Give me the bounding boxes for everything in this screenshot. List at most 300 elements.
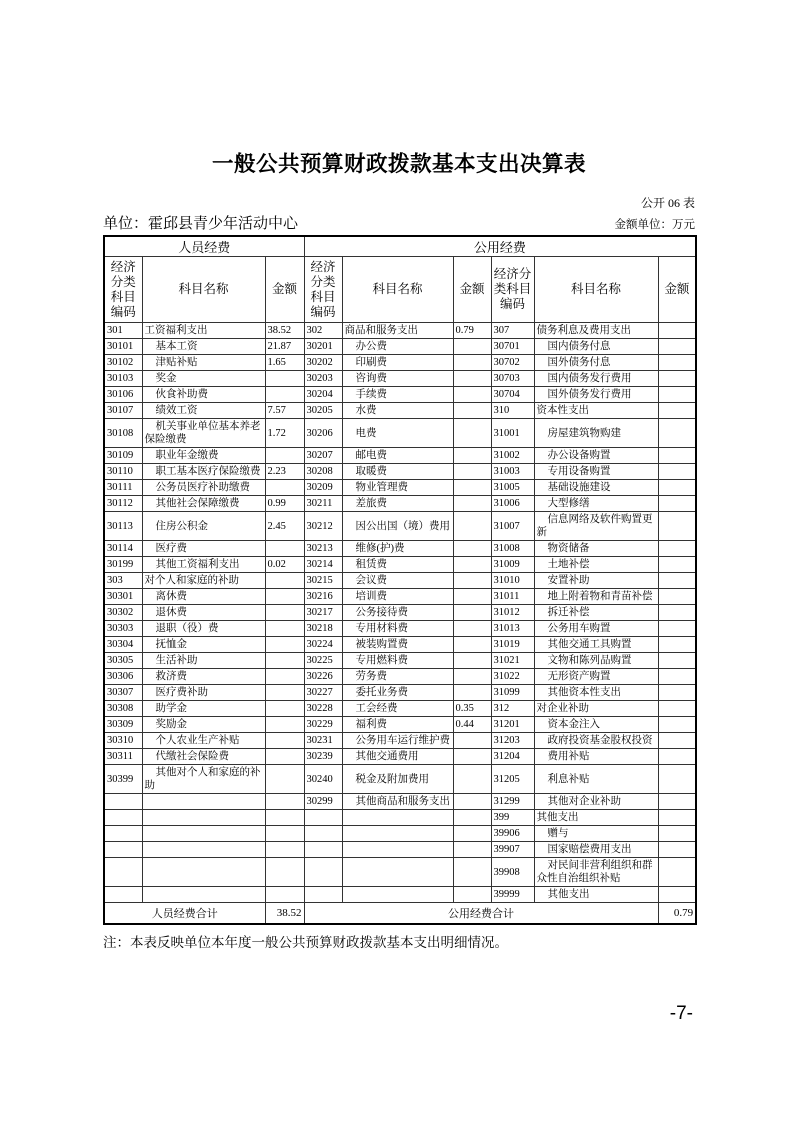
code-cell: [104, 887, 142, 903]
amount-cell: [265, 685, 304, 701]
code-cell: 30218: [304, 621, 342, 637]
code-cell: 30207: [304, 448, 342, 464]
name-cell: 专用设备购置: [534, 464, 658, 480]
name-cell: 信息网络及软件购置更新: [534, 512, 658, 541]
amount-cell: [265, 637, 304, 653]
name-cell: 职工基本医疗保险缴费: [142, 464, 265, 480]
name-cell: 其他商品和服务支出: [342, 794, 453, 810]
code-cell: 30239: [304, 749, 342, 765]
amount-cell: 0.79: [453, 323, 491, 339]
code-cell: 31011: [491, 589, 534, 605]
code-cell: 31022: [491, 669, 534, 685]
table-row: [104, 669, 696, 685]
amount-cell: [453, 355, 491, 371]
code-cell: 30203: [304, 371, 342, 387]
code-cell: 31099: [491, 685, 534, 701]
name-cell: [342, 810, 453, 826]
name-cell: 津贴补贴: [142, 355, 265, 371]
amount-cell: [658, 653, 696, 669]
personnel-total-label: 人员经费合计: [104, 903, 265, 924]
table-row: [104, 419, 696, 448]
table-row: [104, 701, 696, 717]
code-cell: 30205: [304, 403, 342, 419]
name-cell: 奖励金: [142, 717, 265, 733]
name-cell: 被装购置费: [342, 637, 453, 653]
amount-cell: [453, 685, 491, 701]
code-cell: 30228: [304, 701, 342, 717]
name-cell: [142, 858, 265, 887]
amount-cell: [658, 717, 696, 733]
code-cell: 30101: [104, 339, 142, 355]
amount-cell: 0.02: [265, 557, 304, 573]
amount-cell: [453, 842, 491, 858]
code-cell: 30211: [304, 496, 342, 512]
name-cell: 安置补助: [534, 573, 658, 589]
amount-cell: [658, 480, 696, 496]
amount-cell: 1.65: [265, 355, 304, 371]
personnel-total-amount: 38.52: [265, 903, 304, 924]
table-row: [104, 573, 696, 589]
name-cell: 职业年金缴费: [142, 448, 265, 464]
name-cell: 手续费: [342, 387, 453, 403]
amount-cell: 2.23: [265, 464, 304, 480]
code-cell: 30114: [104, 541, 142, 557]
name-cell: 印刷费: [342, 355, 453, 371]
amount-cell: 0.35: [453, 701, 491, 717]
code-cell: 303: [104, 573, 142, 589]
table-row: [104, 323, 696, 339]
code-cell: 31012: [491, 605, 534, 621]
amount-cell: [265, 717, 304, 733]
amount-cell: [658, 733, 696, 749]
group-header-public: 公用经费: [304, 236, 696, 257]
table-row: [104, 717, 696, 733]
name-cell: 商品和服务支出: [342, 323, 453, 339]
code-cell: 31008: [491, 541, 534, 557]
code-cell: 30215: [304, 573, 342, 589]
amount-cell: [658, 605, 696, 621]
amount-cell: [658, 701, 696, 717]
amount-cell: [658, 794, 696, 810]
amount-cell: [265, 733, 304, 749]
amount-cell: [453, 794, 491, 810]
code-cell: 30113: [104, 512, 142, 541]
code-cell: 30109: [104, 448, 142, 464]
code-cell: 31006: [491, 496, 534, 512]
name-cell: 离休费: [142, 589, 265, 605]
amount-cell: [658, 842, 696, 858]
table-row: [104, 557, 696, 573]
name-cell: 国外债务付息: [534, 355, 658, 371]
name-cell: 邮电费: [342, 448, 453, 464]
name-cell: [142, 826, 265, 842]
code-cell: 39999: [491, 887, 534, 903]
amount-cell: [453, 339, 491, 355]
code-cell: 30307: [104, 685, 142, 701]
page-number: -7-: [669, 1002, 693, 1024]
amount-cell: [453, 669, 491, 685]
name-cell: 公务用车购置: [534, 621, 658, 637]
code-cell: 30311: [104, 749, 142, 765]
code-cell: 30701: [491, 339, 534, 355]
name-cell: 电费: [342, 419, 453, 448]
name-cell: 医疗费补助: [142, 685, 265, 701]
code-cell: 30112: [104, 496, 142, 512]
code-cell: [304, 842, 342, 858]
code-cell: 39908: [491, 858, 534, 887]
name-cell: 其他支出: [534, 887, 658, 903]
amount-cell: [453, 810, 491, 826]
amount-cell: [658, 573, 696, 589]
code-cell: [304, 858, 342, 887]
code-cell: 31203: [491, 733, 534, 749]
code-cell: 30204: [304, 387, 342, 403]
code-cell: 30212: [304, 512, 342, 541]
amount-cell: [453, 621, 491, 637]
amount-cell: [658, 749, 696, 765]
table-row: [104, 464, 696, 480]
code-cell: 30103: [104, 371, 142, 387]
name-cell: 物资储备: [534, 541, 658, 557]
col-header-amount-3: 金额: [658, 257, 696, 323]
amount-cell: [658, 887, 696, 903]
code-cell: 31001: [491, 419, 534, 448]
amount-cell: [453, 733, 491, 749]
code-cell: 30208: [304, 464, 342, 480]
col-header-code-1: 经济分类科目编码: [104, 257, 142, 323]
code-cell: 31299: [491, 794, 534, 810]
code-cell: [104, 810, 142, 826]
amount-cell: [265, 653, 304, 669]
table-row: [104, 842, 696, 858]
name-cell: 大型修缮: [534, 496, 658, 512]
amount-cell: [265, 448, 304, 464]
amount-cell: [265, 589, 304, 605]
code-cell: 30102: [104, 355, 142, 371]
code-cell: 30399: [104, 765, 142, 794]
table-row: [104, 858, 696, 887]
name-cell: 水费: [342, 403, 453, 419]
code-cell: 30299: [304, 794, 342, 810]
code-cell: [304, 887, 342, 903]
name-cell: 对个人和家庭的补助: [142, 573, 265, 589]
name-cell: 个人农业生产补贴: [142, 733, 265, 749]
name-cell: 资本性支出: [534, 403, 658, 419]
amount-cell: [658, 464, 696, 480]
table-row: [104, 826, 696, 842]
name-cell: 国内债务发行费用: [534, 371, 658, 387]
col-header-name-2: 科目名称: [342, 257, 453, 323]
table-row: [104, 685, 696, 701]
code-cell: 30305: [104, 653, 142, 669]
name-cell: 其他交通工具购置: [534, 637, 658, 653]
amount-cell: [453, 605, 491, 621]
code-cell: 39906: [491, 826, 534, 842]
name-cell: 基本工资: [142, 339, 265, 355]
name-cell: 物业管理费: [342, 480, 453, 496]
amount-cell: [658, 448, 696, 464]
amount-cell: [453, 464, 491, 480]
amount-cell: [265, 541, 304, 557]
name-cell: 差旅费: [342, 496, 453, 512]
name-cell: 委托业务费: [342, 685, 453, 701]
name-cell: 利息补贴: [534, 765, 658, 794]
name-cell: [142, 842, 265, 858]
amount-cell: [453, 765, 491, 794]
amount-cell: [265, 387, 304, 403]
amount-cell: [265, 810, 304, 826]
name-cell: 对企业补助: [534, 701, 658, 717]
code-cell: 30224: [304, 637, 342, 653]
amount-cell: [265, 794, 304, 810]
code-cell: 31204: [491, 749, 534, 765]
name-cell: 专用材料费: [342, 621, 453, 637]
amount-cell: [658, 589, 696, 605]
name-cell: 取暖费: [342, 464, 453, 480]
amount-cell: [453, 887, 491, 903]
amount-cell: [658, 669, 696, 685]
amount-cell: [265, 765, 304, 794]
col-header-code-3: 经济分类科目编码: [491, 257, 534, 323]
unit-row: [103, 212, 695, 233]
page-title: 一般公共预算财政拨款基本支出决算表: [211, 152, 586, 176]
amount-cell: [658, 387, 696, 403]
name-cell: 退职（役）费: [142, 621, 265, 637]
name-cell: 培训费: [342, 589, 453, 605]
amount-cell: 1.72: [265, 419, 304, 448]
code-cell: [104, 842, 142, 858]
code-cell: 30213: [304, 541, 342, 557]
name-cell: 租赁费: [342, 557, 453, 573]
name-cell: 劳务费: [342, 669, 453, 685]
code-cell: 30301: [104, 589, 142, 605]
table-row: [104, 403, 696, 419]
code-cell: 31010: [491, 573, 534, 589]
amount-cell: [265, 371, 304, 387]
amount-cell: [453, 637, 491, 653]
table-row: [104, 355, 696, 371]
amount-cell: [453, 573, 491, 589]
amount-cell: [658, 826, 696, 842]
col-header-amount-2: 金额: [453, 257, 491, 323]
code-cell: 30702: [491, 355, 534, 371]
amount-cell: [453, 541, 491, 557]
name-cell: 税金及附加费用: [342, 765, 453, 794]
table-row: [104, 621, 696, 637]
public-total-amount: 0.79: [658, 903, 696, 924]
amount-cell: [453, 419, 491, 448]
name-cell: 其他资本性支出: [534, 685, 658, 701]
amount-cell: [265, 887, 304, 903]
amount-cell: [265, 573, 304, 589]
amount-cell: 7.57: [265, 403, 304, 419]
amount-cell: 0.99: [265, 496, 304, 512]
code-cell: 307: [491, 323, 534, 339]
name-cell: 基础设施建设: [534, 480, 658, 496]
code-cell: 30217: [304, 605, 342, 621]
name-cell: 其他对企业补助: [534, 794, 658, 810]
code-cell: 30231: [304, 733, 342, 749]
amount-cell: [658, 339, 696, 355]
amount-cell: 38.52: [265, 323, 304, 339]
group-header-personnel: 人员经费: [104, 236, 304, 257]
name-cell: 房屋建筑物购建: [534, 419, 658, 448]
code-cell: 30227: [304, 685, 342, 701]
code-cell: 301: [104, 323, 142, 339]
name-cell: 赠与: [534, 826, 658, 842]
name-cell: 土地补偿: [534, 557, 658, 573]
code-cell: 30309: [104, 717, 142, 733]
table-row: [104, 496, 696, 512]
name-cell: 公务员医疗补助缴费: [142, 480, 265, 496]
code-cell: 310: [491, 403, 534, 419]
name-cell: 维修(护)费: [342, 541, 453, 557]
table-row: [104, 749, 696, 765]
code-cell: 30201: [304, 339, 342, 355]
amount-cell: [453, 653, 491, 669]
table-row: [104, 480, 696, 496]
name-cell: 其他社会保障缴费: [142, 496, 265, 512]
code-cell: 30226: [304, 669, 342, 685]
code-cell: 30107: [104, 403, 142, 419]
code-cell: 30303: [104, 621, 142, 637]
amount-cell: [265, 842, 304, 858]
document-content: [103, 0, 695, 1025]
amount-cell: [453, 512, 491, 541]
table-row: [104, 371, 696, 387]
code-cell: 30209: [304, 480, 342, 496]
code-cell: 30308: [104, 701, 142, 717]
name-cell: [142, 887, 265, 903]
amount-cell: [658, 765, 696, 794]
amount-cell: [265, 605, 304, 621]
table-row: [104, 448, 696, 464]
amount-cell: 0.44: [453, 717, 491, 733]
amount-cell: [453, 403, 491, 419]
code-cell: 31205: [491, 765, 534, 794]
amount-cell: [265, 701, 304, 717]
name-cell: 福利费: [342, 717, 453, 733]
code-cell: 30108: [104, 419, 142, 448]
amount-cell: [658, 685, 696, 701]
code-cell: 31021: [491, 653, 534, 669]
code-cell: 30206: [304, 419, 342, 448]
name-cell: [342, 826, 453, 842]
name-cell: 因公出国（境）费用: [342, 512, 453, 541]
amount-cell: [453, 448, 491, 464]
code-cell: 302: [304, 323, 342, 339]
table-row: [104, 512, 696, 541]
name-cell: 债务利息及费用支出: [534, 323, 658, 339]
table-row: [104, 387, 696, 403]
amount-cell: [453, 371, 491, 387]
name-cell: 救济费: [142, 669, 265, 685]
amount-cell: [265, 826, 304, 842]
name-cell: 其他工资福利支出: [142, 557, 265, 573]
name-cell: 生活补助: [142, 653, 265, 669]
amount-cell: [658, 858, 696, 887]
name-cell: 奖金: [142, 371, 265, 387]
code-cell: 31013: [491, 621, 534, 637]
amount-cell: [265, 480, 304, 496]
code-cell: 399: [491, 810, 534, 826]
name-cell: 工会经费: [342, 701, 453, 717]
name-cell: 其他支出: [534, 810, 658, 826]
col-header-amount-1: 金额: [265, 257, 304, 323]
col-header-code-2: 经济分类科目编码: [304, 257, 342, 323]
name-cell: [342, 842, 453, 858]
code-cell: 30199: [104, 557, 142, 573]
amount-cell: [658, 403, 696, 419]
code-cell: [304, 826, 342, 842]
code-cell: 30110: [104, 464, 142, 480]
code-cell: [304, 810, 342, 826]
name-cell: 办公设备购置: [534, 448, 658, 464]
code-cell: 30202: [304, 355, 342, 371]
name-cell: 对民间非营利组织和群众性自治组织补贴: [534, 858, 658, 887]
name-cell: 咨询费: [342, 371, 453, 387]
amount-cell: [453, 858, 491, 887]
amount-cell: [658, 323, 696, 339]
name-cell: 文物和陈列品购置: [534, 653, 658, 669]
name-cell: 机关事业单位基本养老保险缴费: [142, 419, 265, 448]
amount-cell: [453, 557, 491, 573]
code-cell: 30106: [104, 387, 142, 403]
table-row: [104, 810, 696, 826]
name-cell: 费用补贴: [534, 749, 658, 765]
group-header-row: [104, 236, 696, 257]
code-cell: 31009: [491, 557, 534, 573]
name-cell: 工资福利支出: [142, 323, 265, 339]
name-cell: 国内债务付息: [534, 339, 658, 355]
amount-cell: [658, 371, 696, 387]
code-cell: 30306: [104, 669, 142, 685]
table-note: 注：本表反映单位本年度一般公共预算财政拨款基本支出明细情况。: [103, 934, 508, 950]
table-row: [104, 589, 696, 605]
amount-cell: 2.45: [265, 512, 304, 541]
name-cell: 绩效工资: [142, 403, 265, 419]
public-total-label: 公用经费合计: [304, 903, 658, 924]
code-cell: 30703: [491, 371, 534, 387]
code-cell: 39907: [491, 842, 534, 858]
table-row: [104, 887, 696, 903]
name-cell: 公务用车运行维护费: [342, 733, 453, 749]
table-row: [104, 733, 696, 749]
name-cell: 医疗费: [142, 541, 265, 557]
name-cell: 伙食补助费: [142, 387, 265, 403]
col-header-name-3: 科目名称: [534, 257, 658, 323]
amount-cell: [453, 480, 491, 496]
name-cell: 资本金注入: [534, 717, 658, 733]
table-row: [104, 637, 696, 653]
name-cell: 抚恤金: [142, 637, 265, 653]
amount-cell: [453, 387, 491, 403]
code-cell: 30704: [491, 387, 534, 403]
amount-cell: [658, 810, 696, 826]
amount-cell: [658, 512, 696, 541]
amount-cell: [658, 557, 696, 573]
code-cell: 31201: [491, 717, 534, 733]
table-row: [104, 653, 696, 669]
code-cell: 31007: [491, 512, 534, 541]
name-cell: [342, 887, 453, 903]
form-code-label: 公开 06 表: [640, 196, 695, 210]
amount-cell: [265, 749, 304, 765]
code-cell: [104, 826, 142, 842]
amount-cell: [658, 637, 696, 653]
name-cell: 其他交通费用: [342, 749, 453, 765]
name-cell: 会议费: [342, 573, 453, 589]
